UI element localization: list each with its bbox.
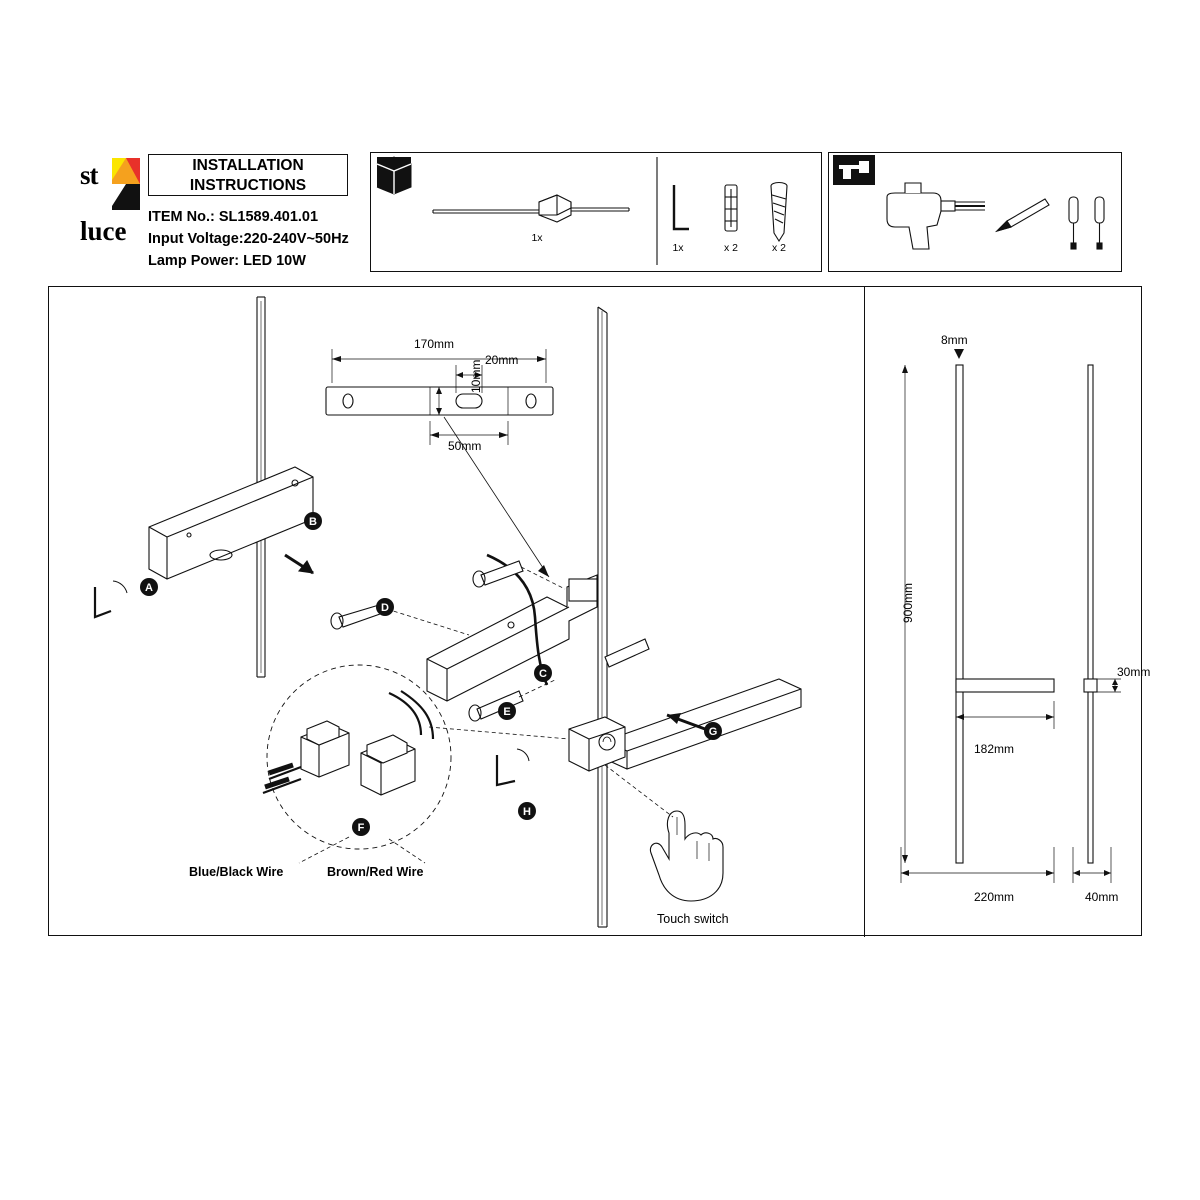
tools-illustration	[829, 153, 1119, 269]
label-touch-switch: Touch switch	[657, 912, 729, 926]
allen-key-part	[674, 185, 689, 229]
dim-arm-line	[956, 701, 1054, 729]
wall-plug-part	[725, 185, 737, 231]
logo-text-bottom: luce	[80, 216, 127, 246]
mounting-plate	[427, 575, 597, 701]
pencil-tool	[997, 199, 1049, 231]
input-voltage: Input Voltage:220-240V~50Hz	[148, 231, 349, 247]
part-qty-plug: x 2	[723, 242, 739, 254]
product-specs	[148, 206, 349, 272]
title-line-2: INSTRUCTIONS	[189, 177, 307, 194]
svg-text:A: A	[145, 582, 153, 594]
screw-part	[771, 183, 787, 242]
dim-bracket-width: 170mm	[414, 337, 455, 351]
dim-text-height: 900mm	[901, 582, 915, 623]
top-bracket-housing	[149, 467, 313, 579]
assembly-illustration	[49, 287, 863, 935]
dim-hole-spacing: 50mm	[448, 439, 482, 453]
label-brown-red-wire: Brown/Red Wire	[327, 865, 424, 879]
screw-top	[473, 561, 523, 587]
arrow-b	[285, 555, 313, 573]
vertical-profile-main	[598, 307, 607, 927]
drill-icon	[833, 155, 875, 185]
logo-flag-icon	[112, 158, 140, 210]
screwdriver-phillips	[1095, 197, 1104, 249]
dim-slot-height: 10mm	[469, 359, 483, 393]
brand-logo	[80, 148, 150, 258]
allen-key-a	[95, 587, 111, 617]
dim-text-depth: 40mm	[1085, 890, 1119, 904]
main-diagram-frame	[48, 286, 1151, 936]
parts-box	[370, 152, 822, 272]
part-qty-allenkey: 1x	[672, 242, 684, 254]
step-badge-d	[376, 598, 394, 616]
svg-text:F: F	[357, 822, 365, 834]
allen-key-h	[497, 755, 515, 785]
dim-text-thickness: 8mm	[941, 333, 968, 347]
screw-into-plate	[605, 639, 649, 667]
step-badge-e	[498, 702, 516, 720]
lamp-power: Lamp Power: LED 10W	[148, 253, 306, 269]
dim-thickness-marker	[954, 349, 964, 359]
header	[80, 140, 1120, 280]
parts-illustration	[371, 153, 819, 269]
front-view-bar	[956, 365, 1054, 863]
title-line-1: INSTALLATION	[192, 157, 304, 174]
hand-touch-icon	[650, 811, 723, 901]
dim-width-line	[901, 847, 1054, 883]
tools-box	[828, 152, 1122, 272]
svg-text:D: D	[381, 602, 389, 614]
screwdriver-flat	[1069, 197, 1078, 249]
svg-text:E: E	[503, 706, 511, 718]
logo-text-top: st	[80, 160, 98, 190]
dim-text-arm-offset: 30mm	[1117, 665, 1151, 679]
terminal-block-right	[361, 735, 415, 795]
dim-text-total-width: 220mm	[974, 890, 1015, 904]
step-badge-f	[352, 818, 370, 836]
part-qty-screw: x 2	[771, 242, 787, 254]
step-badge-a	[140, 578, 158, 596]
step-badge-g	[704, 722, 722, 740]
lamp-arm-horizontal	[605, 679, 801, 769]
instruction-title	[148, 154, 348, 196]
item-number: ITEM No.: SL1589.401.01	[148, 209, 319, 225]
dim-slot-width: 20mm	[485, 353, 519, 367]
package-icon	[373, 153, 417, 197]
screw-d	[331, 605, 383, 629]
svg-text:B: B	[309, 516, 317, 528]
side-view-bar	[1084, 365, 1097, 863]
terminal-block-left	[301, 721, 349, 777]
screw-e	[469, 691, 523, 721]
dim-arm-thickness-line	[1097, 679, 1121, 692]
label-blue-black-wire: Blue/Black Wire	[189, 865, 284, 879]
dim-text-arm-length: 182mm	[974, 742, 1015, 756]
svg-text:G: G	[708, 726, 718, 738]
lamp-body-part	[433, 195, 629, 222]
svg-text:H: H	[523, 806, 531, 818]
part-qty-lamp: 1x	[531, 232, 543, 244]
step-badge-h	[518, 802, 536, 820]
step-badge-b	[304, 512, 322, 530]
step-badge-c	[534, 664, 552, 682]
drill-tool	[887, 183, 985, 249]
svg-text:C: C	[539, 668, 547, 680]
